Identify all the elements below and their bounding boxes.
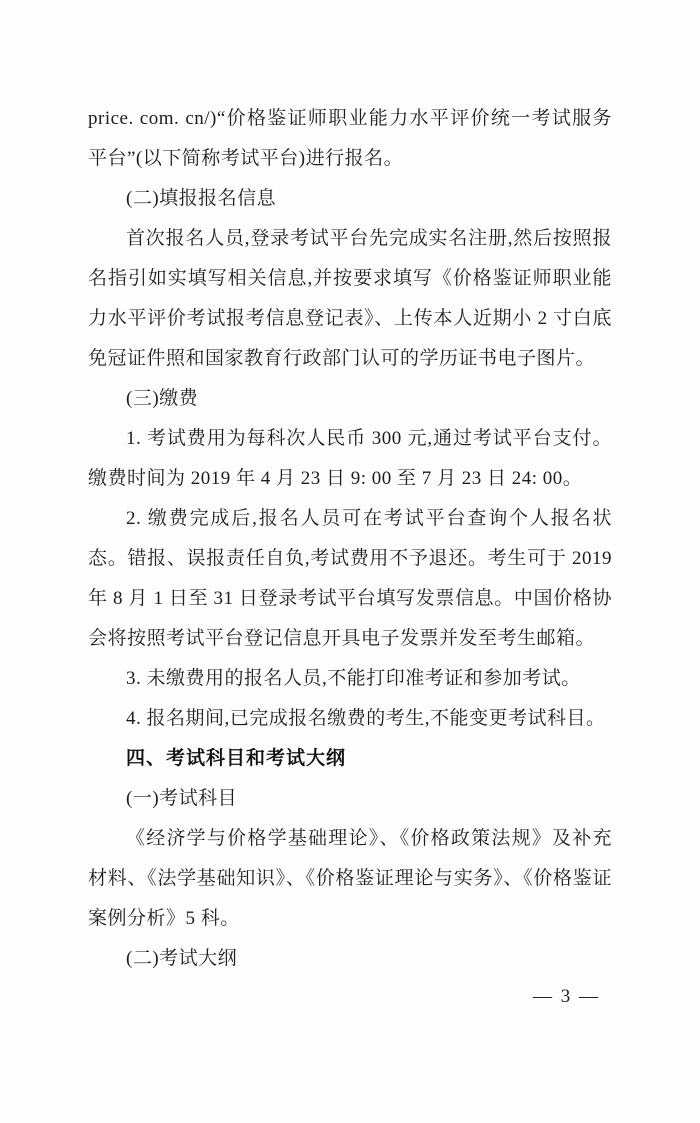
numbered-item-payment-status-invoice: 2. 缴费完成后,报名人员可在考试平台查询个人报名状态。错报、误报责任自负,考试费用不予退还。考生可于 2019 年 8 月 1 日至 31 日登录考试平台填写发票信息。中国价格协会将按照考试平台登记信息开具电子发票并发至考生邮箱。: [88, 508, 612, 649]
numbered-item-exam-fee: 1. 考试费用为每科次人民币 300 元,通过考试平台支付。缴费时间为 2019 年 4 月 23 日 9: 00 至 7 月 23 日 24: 00。: [88, 428, 612, 489]
subsection-heading-payment: (三)缴费: [126, 388, 199, 409]
paragraph-first-time-registration: 首次报名人员,登录考试平台先完成实名注册,然后按照报名指引如实填写相关信息,并按要求填写《价格鉴证师职业能力水平评价考试报考信息登记表》、上传本人近期小 2 寸白底免冠证件照和国家教育行政部门认可的学历证书电子图片。: [88, 228, 612, 369]
page-number: — 3 —: [533, 986, 600, 1007]
numbered-item-unpaid-notice: 3. 未缴费用的报名人员,不能打印准考证和参加考试。: [126, 668, 581, 689]
subsection-heading-exam-outline: (二)考试大纲: [126, 948, 238, 969]
document-body: [88, 99, 612, 979]
paragraph-exam-subject-list: 《经济学与价格学基础理论》、《价格政策法规》及补充材料、《法学基础知识》、《价格鉴证理论与实务》、《价格鉴证案例分析》5 科。: [88, 828, 612, 929]
numbered-item-no-subject-change: 4. 报名期间,已完成报名缴费的考生,不能变更考试科目。: [126, 708, 606, 729]
subsection-heading-fill-registration-info: (二)填报报名信息: [126, 188, 277, 209]
section-heading-exam-subjects-and-outline: 四、考试科目和考试大纲: [126, 748, 347, 769]
paragraph-registration-platform-continuation: price. com. cn/)“价格鉴证师职业能力水平评价统一考试服务平台”(以下简称考试平台)进行报名。: [88, 108, 612, 169]
subsection-heading-exam-subjects: (一)考试科目: [126, 788, 238, 809]
